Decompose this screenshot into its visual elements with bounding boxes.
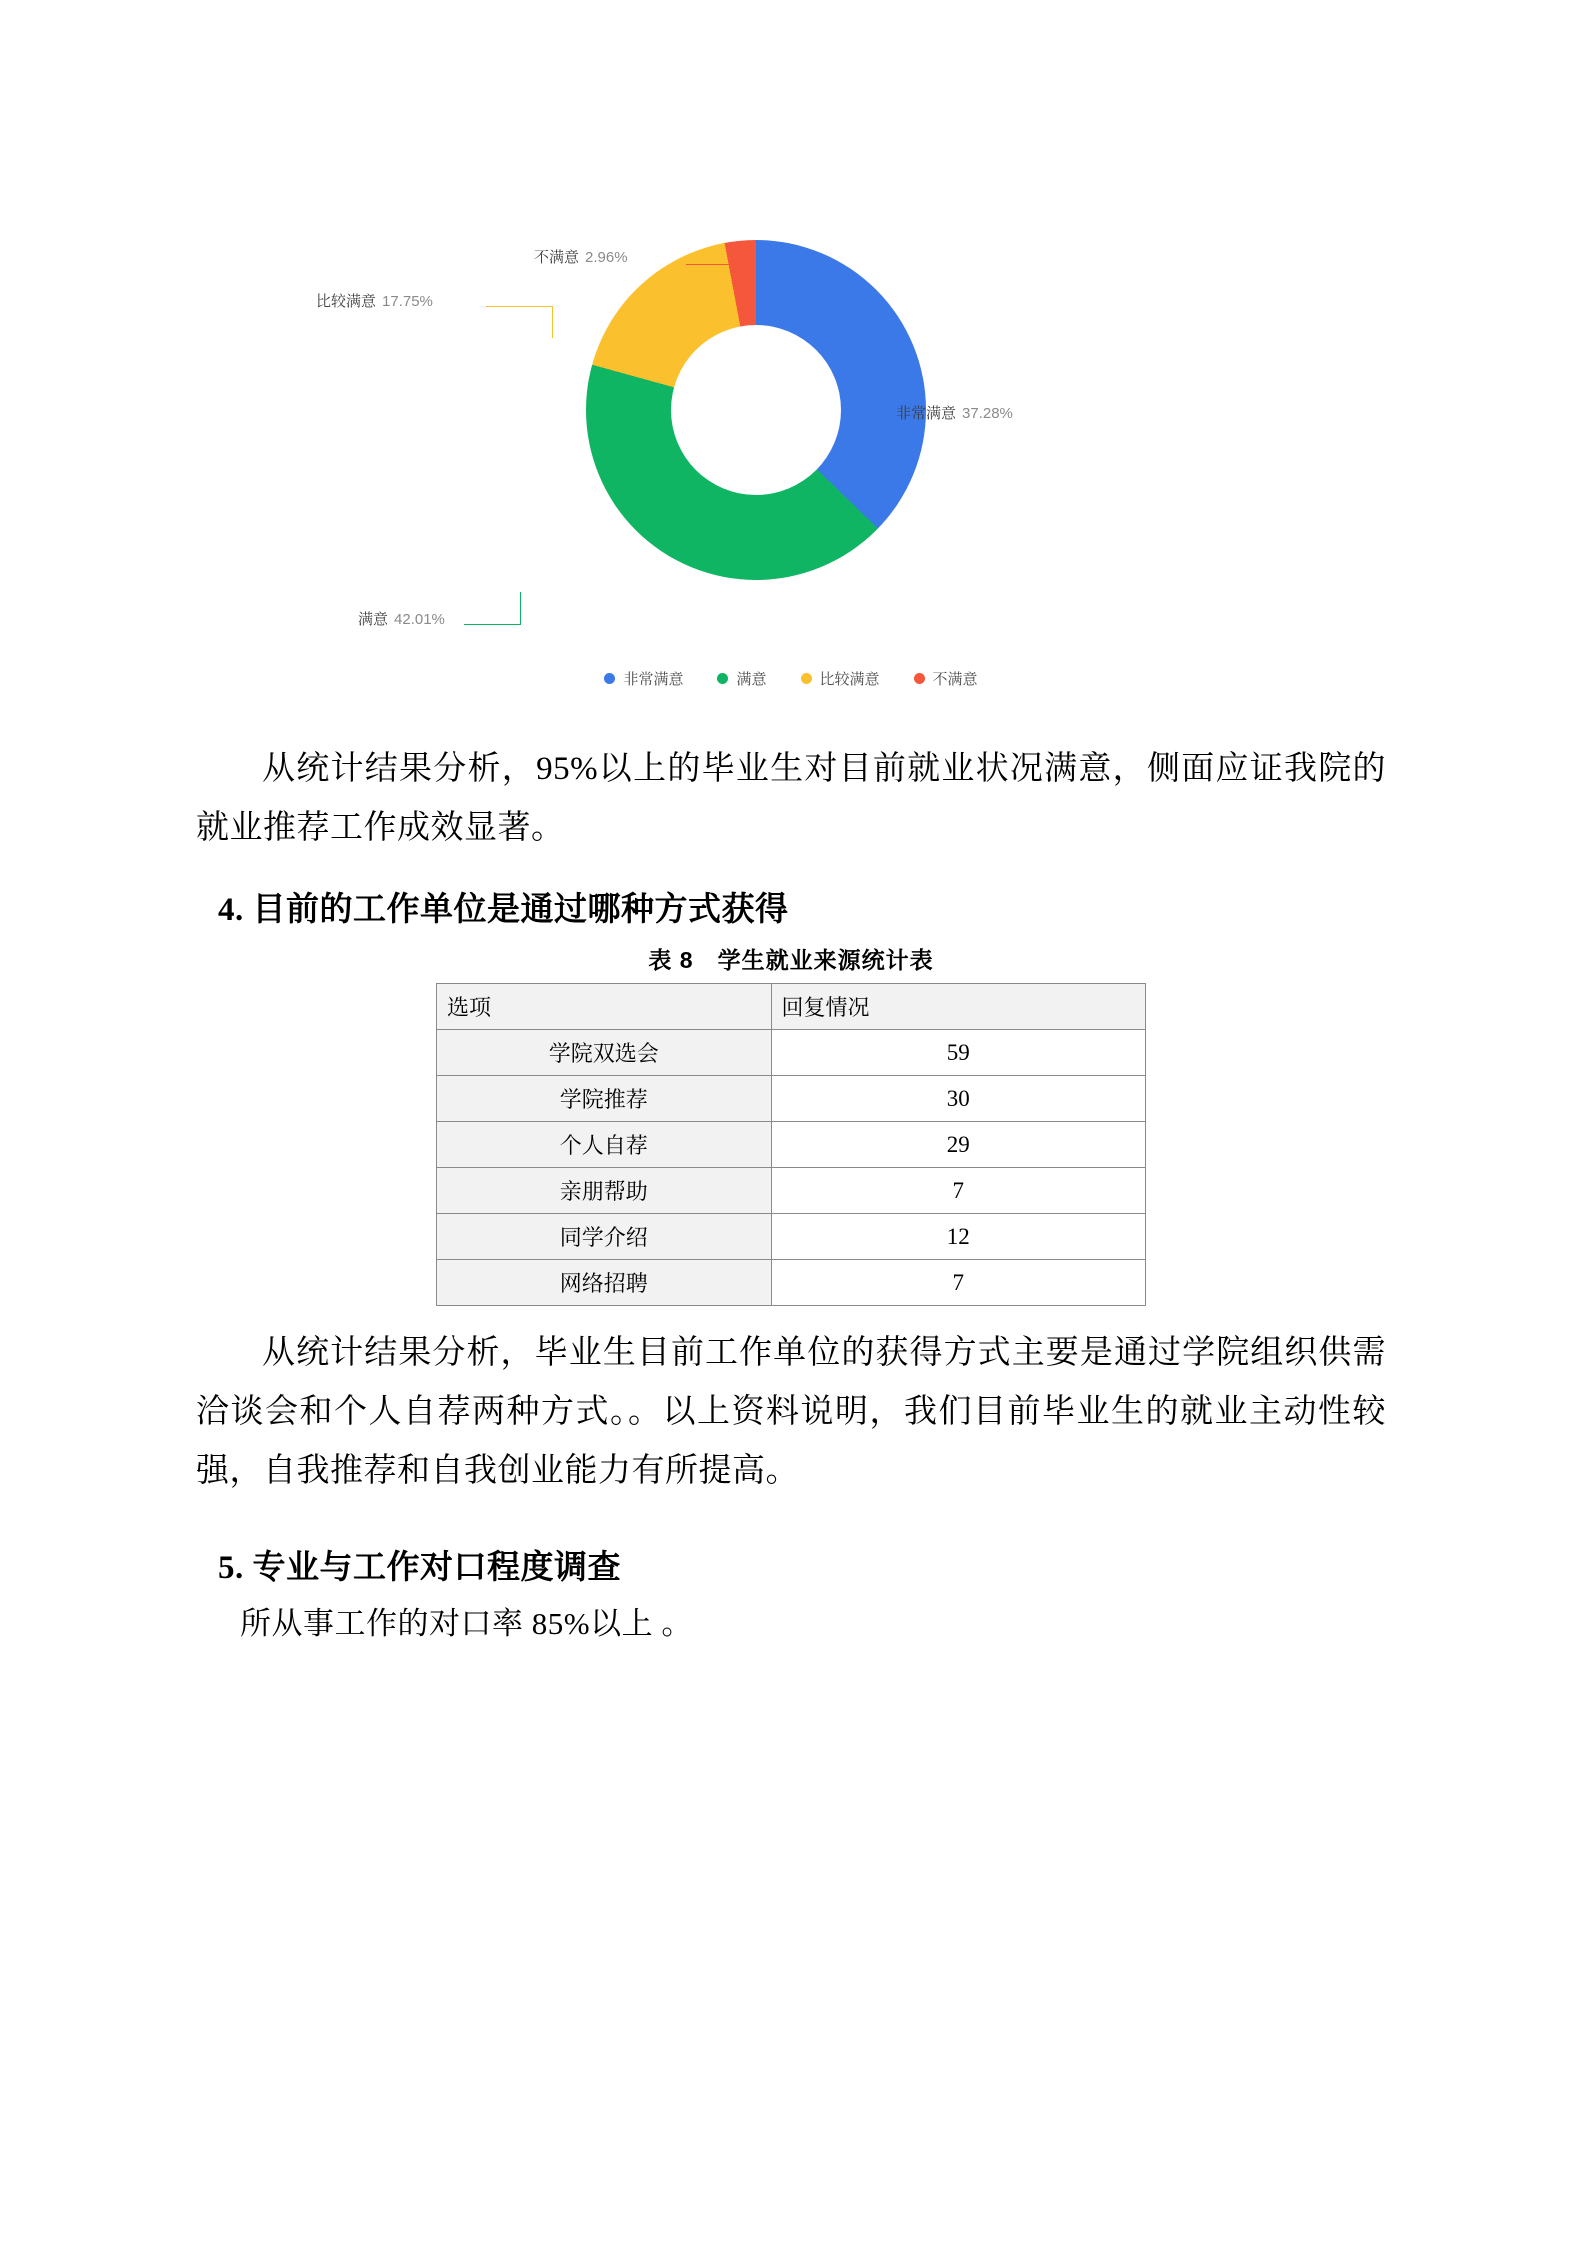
table-cell-option: 学院推荐: [437, 1076, 772, 1122]
paragraph-source-analysis: 从统计结果分析，毕业生目前工作单位的获得方式主要是通过学院组织供需洽谈会和个人自荐两种方式。。以上资料说明，我们目前毕业生的就业主动性较强，自我推荐和自我创业能力有所提高。: [196, 1335, 1386, 1489]
legend-dot-icon: [914, 673, 925, 684]
table-cell-option: 网络招聘: [437, 1260, 772, 1306]
table-row: [437, 1260, 1146, 1306]
leader-line-very-satisfied-vertical: [856, 418, 857, 444]
legend-label: 比较满意: [819, 671, 880, 688]
table-caption-8: 表 8 学生就业来源统计表: [648, 947, 934, 974]
table-cell-count: 7: [771, 1168, 1145, 1214]
table-header-count: 回复情况: [771, 984, 1145, 1030]
table-cell-count: 12: [771, 1214, 1145, 1260]
table-cell-count: 7: [771, 1260, 1145, 1306]
page-content: [196, 0, 1386, 1643]
legend-label: 非常满意: [623, 671, 684, 688]
table-row: [437, 1168, 1146, 1214]
legend-item-satisfied[interactable]: [717, 668, 766, 689]
heading-item-5: 5. 专业与工作对口程度调查: [218, 1549, 621, 1586]
table-header-option: 选项: [437, 984, 772, 1030]
legend-label: 不满意: [932, 671, 978, 688]
table-header-row: [437, 984, 1146, 1030]
table-row: [437, 1122, 1146, 1168]
table-cell-option: 个人自荐: [437, 1122, 772, 1168]
legend-label: 满意: [736, 671, 767, 688]
paragraph-satisfaction-analysis: 从统计结果分析，95%以上的毕业生对目前就业状况满意，侧面应证我院的就业推荐工作成效显著。: [196, 751, 1386, 846]
legend-dot-icon: [604, 673, 615, 684]
leader-line-satisfied-horizontal: [464, 624, 520, 625]
table-cell-count: 29: [771, 1122, 1145, 1168]
slice-label-very-satisfied: 非常满意 37.28%: [896, 405, 1013, 422]
legend-dot-icon: [801, 673, 812, 684]
table-row: [437, 1214, 1146, 1260]
leader-line-dissatisfied-horizontal: [686, 264, 742, 265]
slice-label-satisfied: 满意 42.01%: [358, 611, 445, 628]
donut-graphic: [586, 240, 926, 580]
table-row: [437, 1076, 1146, 1122]
leader-line-satisfied-vertical: [520, 592, 521, 625]
slice-label-dissatisfied: 不满意 2.96%: [534, 249, 628, 266]
satisfaction-donut-chart: [196, 180, 1386, 740]
donut-center-hole: [671, 325, 841, 495]
table-cell-count: 30: [771, 1076, 1145, 1122]
paragraph-match-rate: 所从事工作的对口率 85%以上 。: [240, 1605, 693, 1641]
legend-item-very-satisfied[interactable]: [604, 668, 683, 689]
leader-line-dissatisfied-vertical: [741, 264, 742, 306]
legend-item-fairly-satisfied[interactable]: [801, 668, 880, 689]
chart-legend: [196, 668, 1386, 689]
legend-item-dissatisfied[interactable]: [914, 668, 978, 689]
leader-line-fairly-satisfied-horizontal: [486, 306, 552, 307]
table-cell-option: 同学介绍: [437, 1214, 772, 1260]
leader-line-very-satisfied-horizontal: [856, 418, 896, 419]
heading-item-4: 4. 目前的工作单位是通过哪种方式获得: [218, 892, 789, 929]
slice-label-fairly-satisfied: 比较满意 17.75%: [316, 293, 433, 310]
table-cell-count: 59: [771, 1030, 1145, 1076]
employment-source-table: [436, 983, 1146, 1306]
table-cell-option: 亲朋帮助: [437, 1168, 772, 1214]
table-cell-option: 学院双选会: [437, 1030, 772, 1076]
legend-dot-icon: [717, 673, 728, 684]
leader-line-fairly-satisfied-vertical: [552, 306, 553, 338]
table-row: [437, 1030, 1146, 1076]
